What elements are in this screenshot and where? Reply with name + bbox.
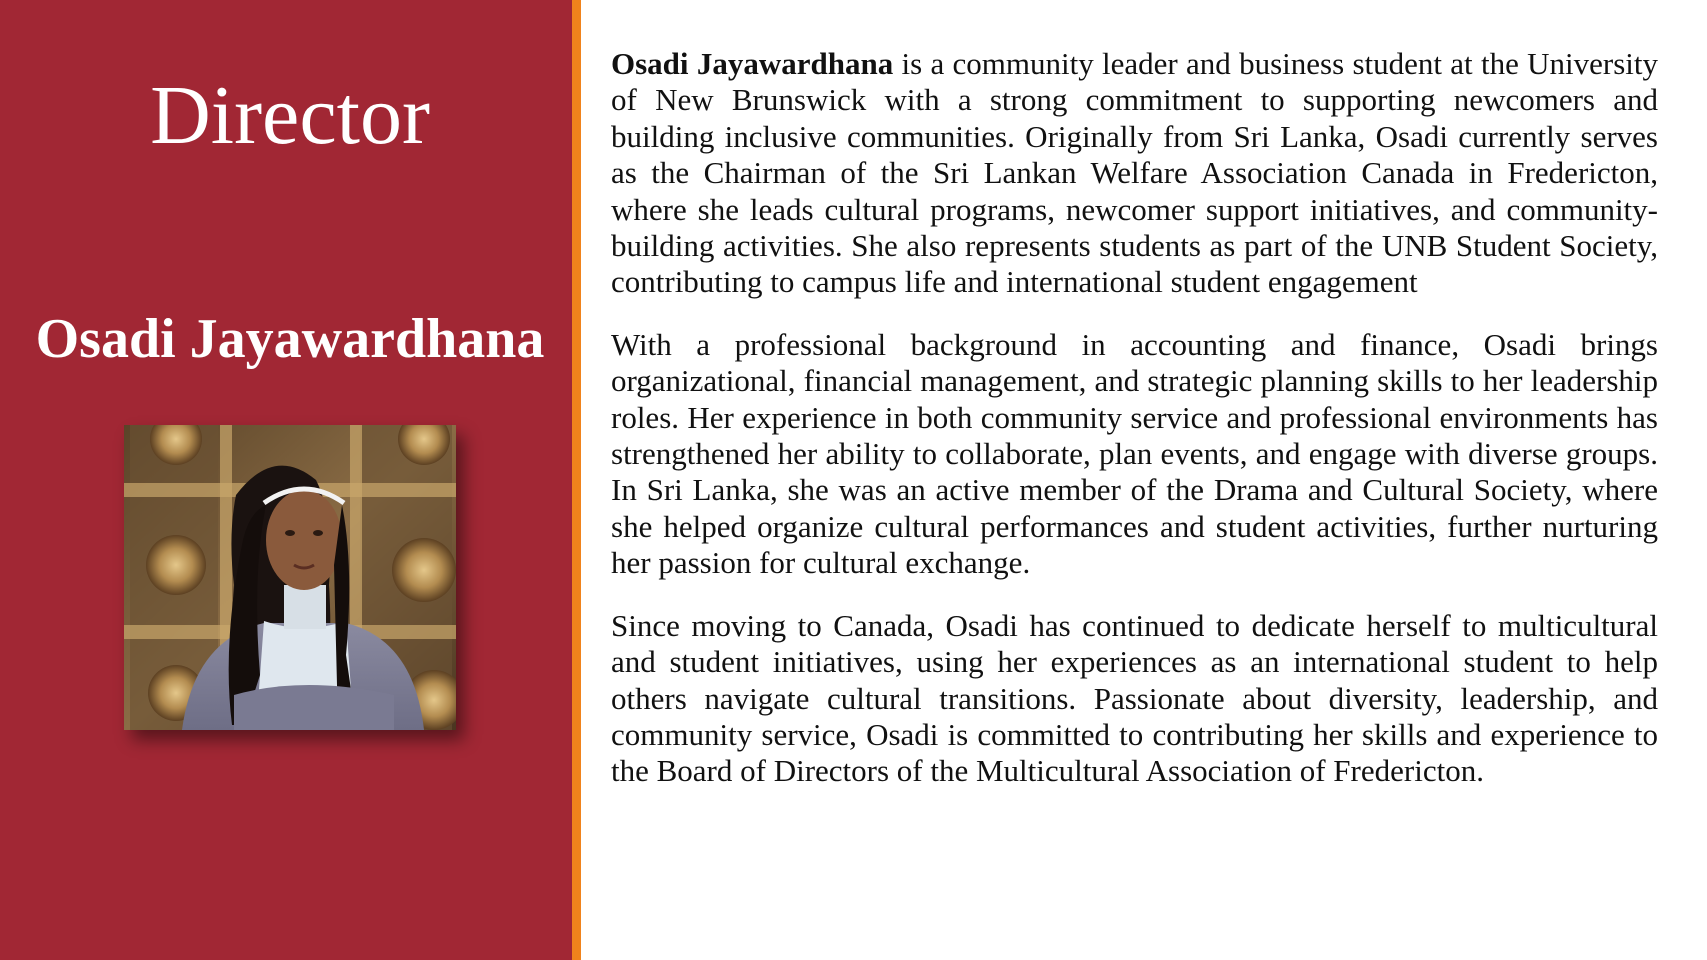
bio-paragraph-3: Since moving to Canada, Osadi has continued to dedicate herself to multicultural and student initiatives, using her experiences as an international student to help others navigate cultural transitions. Passionate about diversity, leadership, and community service, Osadi is committed to contributing her skills and experience to the Board of Directors of the Multicultural Association of Fredericton. — [611, 607, 1658, 789]
bio-paragraph-1 — [611, 46, 1658, 301]
portrait-photo-icon — [124, 425, 456, 730]
portrait-photo — [124, 425, 456, 730]
role-title: Director — [150, 69, 430, 162]
bio-lead-name: Osadi Jayawardhana — [611, 46, 894, 81]
bio-text — [611, 46, 1658, 816]
bio-paragraph-1-body: is a community leader and business student at the University of New Brunswick with a strong commitment to supporting newcomers and building inclusive communities. Originally from Sri Lanka, Osadi currently serves as the Chairman of the Sri Lankan Welfare Association Canada in Fredericton, where she leads cultural programs, newcomer support initiatives, and community-building activities. She also represents students as part of the UNB Student Society, contributing to campus life and international student engagement — [611, 46, 1658, 300]
person-name: Osadi Jayawardhana — [35, 308, 545, 370]
bio-paragraph-2: With a professional background in accounting and finance, Osadi brings organizational, financial management, and strategic planning skills to her leadership roles. Her experience in both community service and professional environments has strengthened her ability to collaborate, plan events, and engage with diverse groups. In Sri Lanka, she was an active member of the Drama and Cultural Society, where she helped organize cultural performances and student activities, further nurturing her passion for cultural exchange. — [611, 326, 1658, 581]
